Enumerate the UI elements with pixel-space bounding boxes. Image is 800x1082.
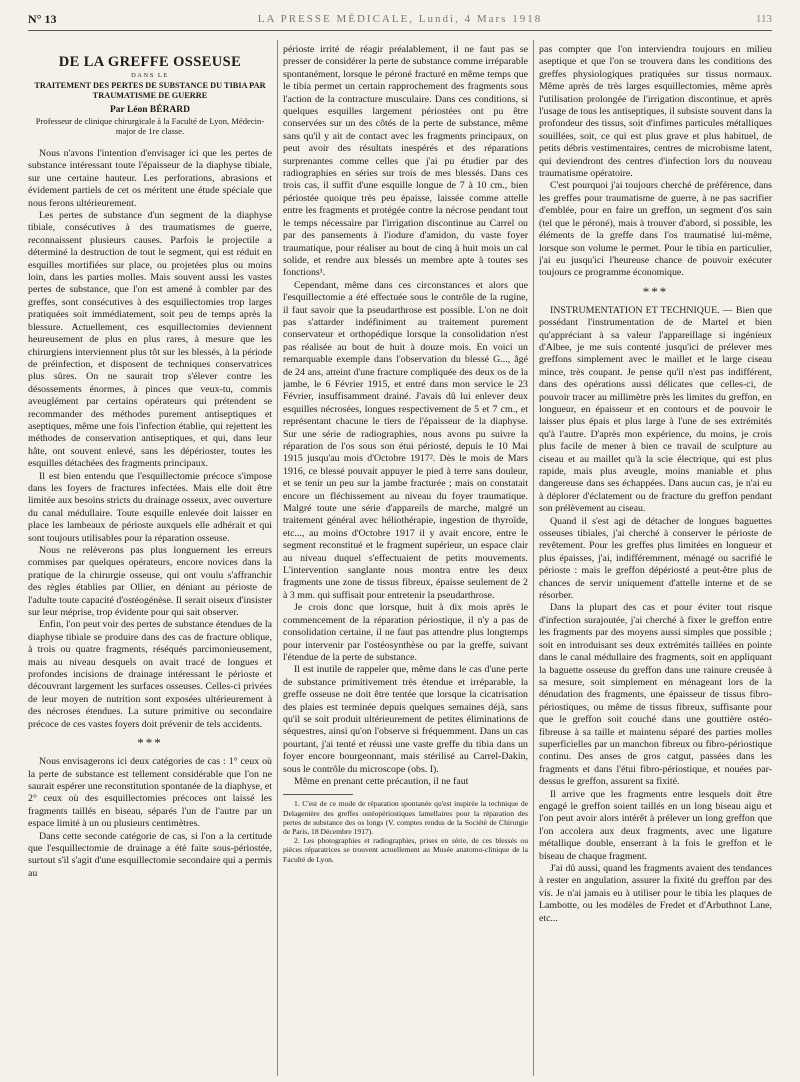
paragraph: Il arrive que les fragments entre lesquels doit être engagé le greffon soient taillés en un long biseau aigu et l'on peut avoir alors intérêt à prélever un long greffon que l'on accolera aux deux fragments, avec une ligature métallique double, enserrant à la fois le greffon et le biseau de chaque fragment.: [539, 788, 772, 862]
paragraph: périoste irrité de réagir préalablement, il ne faut pas se presser de considérer la perte de substance comme irréparable spontanément, lorsque le péroné fracturé en même temps que le tibia permet un certain rapprochement des fragments sous l'action de la contracture musculaire. Dans ces conditions, si quelques esquilles largement périostées ont pu être conservées sur un des côtés de la perte de substance, même sans qu'il y ait de contact avec les fragments principaux, on peut avoir des résultats inespérés et des réparations surprenantes comme celles que j'ai pu étudier par des radiographies en séries sur trois de mes blessés. Dans ces trois cas, il suffit d'une esquille longue de 7 à 10 cm., bien périostée quoique très peu épaisse, laissée comme attelle entre les fragments et protégée contre la nécrose pendant tout le temps nécessaire par l'irrigation discontinue au Carrel ou par des pansements à l'iodure d'amidon, du vaste foyer traumatique, pour réaliser au bout de cinq à huit mois un cal solide, et rendre aux blessés un membre apte à toutes ses fonctions¹.: [283, 44, 528, 279]
column-1: [28, 44, 272, 1076]
running-header: [28, 8, 772, 31]
article-subtitle: TRAITEMENT DES PERTES DE SUBSTANCE DU TIBIA PAR TRAUMATISME DE GUERRE: [34, 81, 266, 100]
section-asterism: ***: [137, 735, 163, 751]
paragraph: Il est bien entendu que l'esquillectomie précoce s'impose dans les foyers de fractures infectées. Mais elle doit être limitée aux besoins stricts du drainage osseux, avec ouverture du canal médullaire. Toute esquille enlevée doit laisser en place les lambeaux de périoste auxquels elle adhérait et qui sont toujours utilisables pour la réparation osseuse.: [28, 470, 272, 544]
column-rule: [277, 40, 278, 1076]
paragraph: Nous n'avons l'intention d'envisager ici que les pertes de substance intéressant toute l'épaisseur de la diaphyse tibiale, sur une certaine hauteur. Les perforations, abrasions et évidement partiels de cet os méritent une étude spéciale que nous ferons ultérieurement.: [28, 148, 272, 209]
paragraph: Cependant, même dans ces circonstances et alors que l'esquillectomie a été effectuée sous le contrôle de la rugine, il faut savoir que la pseudarthrose est possible. L'on ne doit pas s'attarder indéfiniment au traitement purement conservateur et orthopédique lorsque la consolidation n'est pas réalisée au bout de huit à douze mois. En voici un remarquable exemple dans l'observation du blessé G..., âgé de 24 ans, atteint d'une fracture compliquée des deux os de la jambe, le 6 Février 1915, et entré dans mon service le 23 Février, insuffisamment drainé. J'avais dû lui enlever deux esquilles nécrosées, longues respectivement de 5 et 7 cm., et représentant chacune le tiers de l'épaisseur de la diaphyse. Sur une série de radiographies, nous avons pu suivre la réparation de l'os sous son étui périosté, depuis le 10 Mai 1915 jusqu'au mois d'Octobre 1917². Dès le mois de Mars 1916, ce blessé pouvait appuyer le pied à terre sans douleur, et se tenir un peu sur la jambe fracturée ; mais on constatait encore un fléchissement au niveau du foyer traumatique. Malgré toute une série d'appareils de marche, malgré un traitement général avec héliothérapie, ingestion de thyroïde, etc..., au moins d'Octobre 1917 il y avait encore, entre le segment reconstitué et le fragment supérieur, un espace clair au niveau duquel s'effectuaient de petits mouvements. L'intervention sanglante nous montra entre les deux fragments une zone de tissus fibreux, épaisse seulement de 2 à 3 mm. qui suffisait pour entretenir la pseudarthrose.: [283, 279, 528, 601]
issue-number: N° 13: [28, 12, 57, 26]
page-number: 113: [755, 13, 772, 25]
column-2: [283, 44, 528, 1076]
paragraph: Il est inutile de rappeler que, même dans le cas d'une perte de substance primitivement très étendue et irréparable, la greffe osseuse ne doit être tentée que lorsque la cicatrisation des plaies est terminée depuis quelques semaines déjà, sans qu'il se soit produit ultérieurement de petites éliminations de séquestres, ainsi qu'on l'observe si fréquemment. Dans un cas pourtant, j'ai tenté et réussi une vaste greffe du tibia dans un foyer encore bourgeonnant, mais stérilisé au Carrel-Dakin, sous le contrôle du microscope (obs. I).: [283, 664, 528, 775]
article-title-connector: DANS LE: [131, 72, 169, 79]
paragraph: Nous ne relèverons pas plus longuement les erreurs commises par quelques opérateurs, encore novices dans la pratique de la chirurgie osseuse, qui ont voulu s'affranchir des règles établies par Ollier, en déniant au périoste de l'adulte toute capacité d'ostéogénèse. Il serait oiseux d'insister sur leur méprise, trop évidente pour qui sait observer.: [28, 545, 272, 619]
footnote: 2. Les photographies et radiographies, prises en série, de ces blessés ou pièces réparatrices se trouvent actuellement au Musée anatomo-clinique de la Faculté de Lyon.: [283, 836, 528, 864]
footnote-rule: [283, 794, 353, 795]
article-byline: Par Léon BÉRARD: [109, 105, 191, 115]
section-paragraph: INSTRUMENTATION ET TECHNIQUE. — Bien que possédant l'instrumentation de de Martel et bien qu'appréciant à sa valeur l'appareillage si ingénieux d'Albee, je me suis contenté jusqu'ici de prélever mes greffons simplement avec le maillet et le large ciseau mince, très coupant. Je pense qu'il n'est pas indifférent, dans des opérations aussi délicates que celles-ci, de pouvoir tracer au millimètre près les limites du greffon, en longueur, en épaisseur et en contours et de pouvoir le laisser plus épais et plus large à l'une de ses extrémités qu'à l'autre. D'après mon expérience, du moins, je crois plus facile de mener à bien ce travail de sculpture au ciseau et au maillet qu'à la scie électrique, qui est plus rapide, mais plus aveugle, moins maniable et plus dangereuse dans ses échappées. Dans aucun cas, je n'ai eu à déplorer d'éclatement ou de fracture du greffon pendant son prélèvement au ciseau.: [539, 304, 772, 515]
paragraph: J'ai dû aussi, quand les fragments avaient des tendances à rester en angulation, assurer la fixité du greffon par des vis. Je n'ai jamais eu à utiliser pour le tibia les plaques de Lambotte, ou les modèles de Fredet et d'Arbuthnot Lane, etc...: [539, 863, 772, 924]
section-asterism: ***: [642, 283, 669, 299]
column-3: [539, 44, 772, 1076]
paragraph: Quand il s'est agi de détacher de longues baguettes osseuses tibiales, j'ai cherché à conserver le périoste de revêtement. Pour les greffes plus limitées en longueur et plus épaisses, j'ai, indifféremment, ménagé ou sacrifié le périoste : mais le greffon dépériosté a peut-être plus de chances de servir uniquement d'attelle interne et de se résorber.: [539, 515, 772, 602]
paragraph: Même en prenant cette précaution, il ne faut: [294, 775, 469, 787]
author-affiliation: Professeur de clinique chirurgicale à la Faculté de Lyon, Médecin-major de 1re classe.: [35, 116, 265, 136]
paragraph: Les pertes de substance d'un segment de la diaphyse tibiale, consécutives à des traumatismes de guerre, reconnaissent plusieurs causes. Parfois le projectile a déterminé la destruction de tout le segment, qui est réduit en esquilles mortifiées sur place, ou projetées plus ou moins loin, dans les parties molles. Mais souvent aussi les vastes pertes de substance, que l'on est amené à combler par des greffes, sont consécutives à des esquillectomies trop larges pratiquées soit immédiatement, soit peu de temps après la blessure. Actuellement, ces esquillectomies deviennent heureusement de plus en plus rares, à mesure que les chirurgiens interviennent plus tôt sur les blessés, à la période de préinfection, et disposent de techniques conservatrices plus sûres. On ne saurait trop s'élever contre les désossements énormes, à pinces que veux-tu, commis aveuglément par certains opérateurs qui prétendent se recommander des méthodes purement antiseptiques et aseptiques, même une fois l'infection établie, qui rejettent les méthodes de conservation antiseptiques, et qui, dans leur hâte, ont souvent enlevé, sans les dépérioster, toutes les esquilles détachées des fragments principaux.: [28, 210, 272, 470]
article-title: DE LA GREFFE OSSEUSE: [58, 54, 242, 70]
footnote: 1. C'est de ce mode de réparation spontanée qu'est inspirée la technique de Delagenière des greffes ostéopériostiques lamellaires pour la réparation des pertes de substance des os longs (V. comptes rendus de la Société de Chirurgie de Paris, 18 Décembre 1917).: [283, 799, 528, 836]
column-rule: [533, 40, 534, 1076]
paragraph: pas compter que l'on interviendra toujours en milieu aseptique et que l'on se trouvera dans les conditions des greffes physiologiques pratiquées sur tissus normaux. Même après de très larges esquillectomies, même après l'utilisation prolongée de l'irrigation discontinue, et après l'usage de tous les antiseptiques, il subsiste souvent dans la profondeur des tissus, soit d'infimes particules métalliques souillées, soit, ce qui est plus grave et plus habituel, de petits débris vestimentaires, centres de microbisme latent, qui deviendront des centres d'infection lors du nouveau traumatisme opératoire.: [539, 44, 772, 180]
paragraph: Enfin, l'on peut voir des pertes de substance étendues de la diaphyse tibiale se produire dans des cas de fracture oblique, à trois ou quatre fragments, réséqués parcimonieusement, mais au niveau desquels on avait tracé de longues et profondes incisions de drainage intéressant le périoste et découvrant largement les surfaces osseuses. Celles-ci privées de leur moyen de nutrition sont exposées ultérieurement à des nécroses étendues. La suture primitive ou secondaire précoce de ces vastes foyers doit prévenir de tels accidents.: [28, 619, 272, 730]
paragraph: Dans cette seconde catégorie de cas, si l'on a la certitude que l'esquillectomie de drainage a été faite sous-périostée, surtout s'il s'agit d'une esquillectomie secondaire qui a permis au: [28, 830, 272, 879]
paragraph: Je crois donc que lorsque, huit à dix mois après le commencement de la réparation périostique, il n'y a pas de consolidation certaine, il ne faut pas attendre plus longtemps pour intervenir par l'ostéosynthèse ou par la greffe, suivant l'étendue de la perte de substance.: [283, 602, 528, 663]
paragraph: Nous envisagerons ici deux catégories de cas : 1° ceux où la perte de substance est tellement considérable que l'on ne saurait espérer une reconstitution spontanée de la diaphyse, et 2° ceux où des esquillectomies précoces ont laissé les fragments taillés en biseau, séparés l'un de l'autre par un espace limité à un ou plusieurs centimètres.: [28, 756, 272, 830]
paragraph: C'est pourquoi j'ai toujours cherché de préférence, dans les greffes pour traumatisme de guerre, à ne pas sacrifier d'emblée, pour en faire un greffon, un segment d'os sain (tel que le péroné), mais à trouver d'abord, si possible, les éléments de la greffe dans l'os traumatisé lui-même, lorsque son volume le permet. Pour le tibia en particulier, j'ai eu jusqu'ici l'heureuse chance de pouvoir exécuter toujours ce programme économique.: [539, 180, 772, 279]
paragraph: Dans la plupart des cas et pour éviter tout risque d'infection surajoutée, j'ai cherché à fixer le greffon entre les fragments par des moyens aussi simples que possible ; soit en introduisant ses deux extrémités taillées en pointe dans le canal médullaire des fragments, soit en appliquant la baguette osseuse du greffon dans une rainure creusée à sa mesure, soit simplement en ménageant lors de la dénudation des fragments, une épaisseur de tissus fibro-périostiques, ou même de tissus fibreux, suffisante pour que le greffon soit couché dans une gouttière ostéo-fibreuse à sa taille et maintenu séparé des parties molles superficielles par un manchon fibreux ou fibro-périostique continu. Des anses de gros catgut, passées dans les fragments et dans l'étui fibro-périostique, et nouées par-dessus le greffon, assurent sa fixité.: [539, 602, 772, 788]
journal-name: LA PRESSE MÉDICALE, Lundi, 4 Mars 1918: [257, 13, 543, 25]
